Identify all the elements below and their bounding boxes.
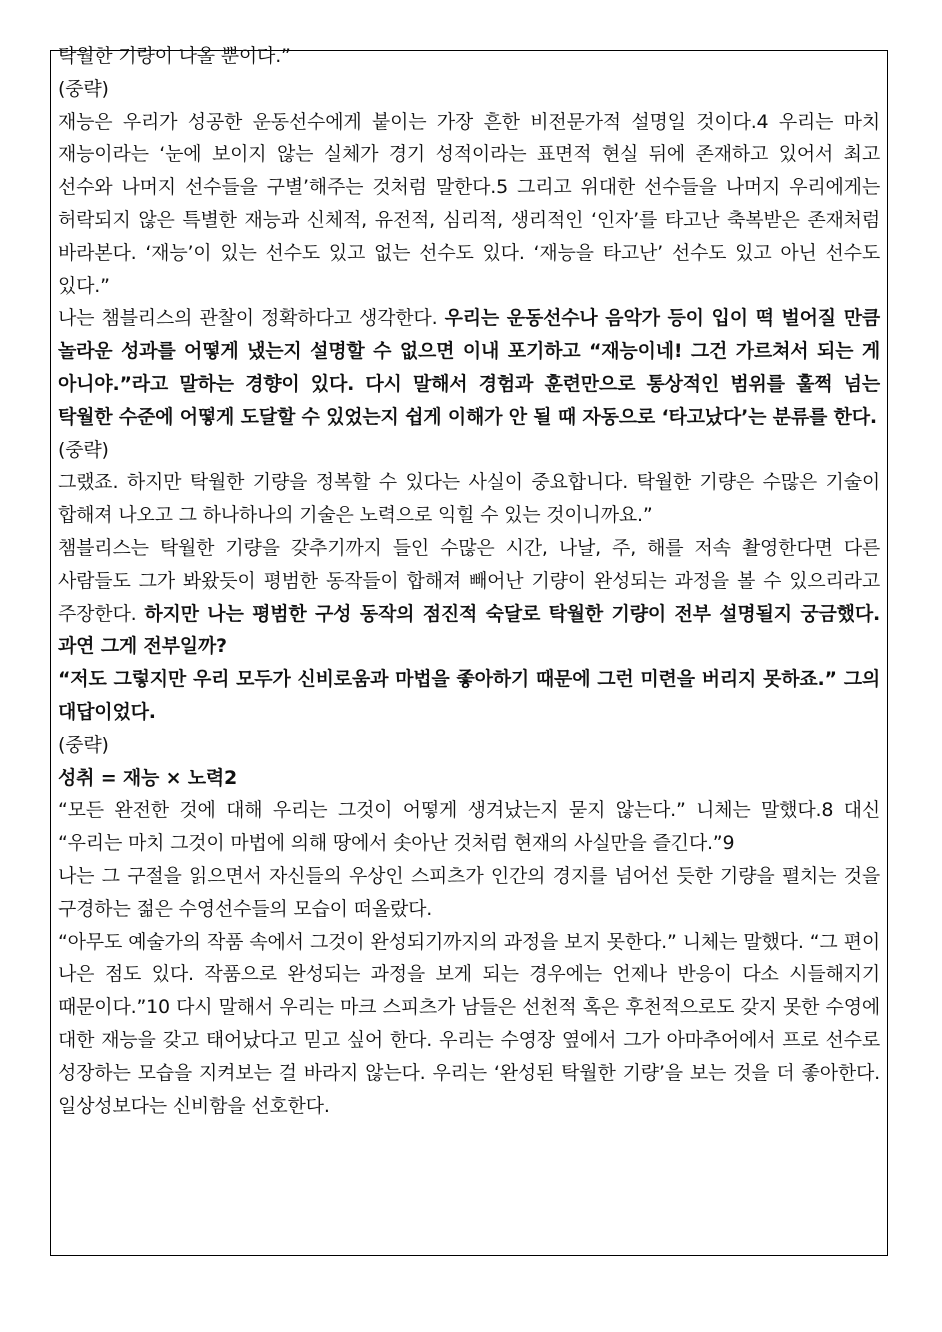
text: 나는 그 구절을 읽으면서 자신들의 우상인 스피츠가 인간의 경지를 넘어선 듯한 기량을 펼치는 것을 구경하는 젊은 수영선수들의 모습이 떠올랐다. bbox=[58, 864, 880, 920]
paragraph bbox=[58, 794, 880, 860]
text: 나는 챔블리스의 관찰이 정확하다고 생각한다. bbox=[58, 307, 445, 330]
paragraph bbox=[58, 729, 880, 762]
text: “아무도 예술가의 작품 속에서 그것이 완성되기까지의 과정을 보지 못한다.” 니체는 말했다. “그 편이 나은 점도 있다. 작품으로 완성되는 과정을 보게 되는 경우에는 언제나 반응이 다소 시들해지기 때문이다.”10 다시 말해서 우리는 마크 스피츠가 남들은 선천적 혹은 후천적으로도 갖지 못한 수영에 대한 재능을 갖고 태어났다고 믿고 싶어 한다. 우리는 수영장 옆에서 그가 아마추어에서 프로 선수로 성장하는 모습을 지켜보는 걸 바라지 않는다. 우리는 ‘완성된 탁월한 기량’을 보는 것을 더 좋아한다. 일상성보다는 신비함을 선호한다. bbox=[58, 930, 880, 1117]
paragraph bbox=[58, 926, 880, 1123]
bold-text: “저도 그렇지만 우리 모두가 신비로움과 마법을 좋아하기 때문에 그런 미련을 버리지 못하죠.” 그의 대답이었다. bbox=[58, 668, 880, 723]
paragraph bbox=[58, 663, 880, 729]
paragraph bbox=[58, 73, 880, 106]
text: 재능은 우리가 성공한 운동선수에게 붙이는 가장 흔한 비전문가적 설명일 것이다.4 우리는 마치 재능이라는 ‘눈에 보이지 않는 실체가 경기 성적이라는 표면적 현실 뒤에 존재하고 있어서 최고 선수와 나머지 선수들을 구별’해주는 것처럼 말한다.5 그리고 위대한 선수들을 나머지 우리에게는 허락되지 않은 특별한 재능과 신체적, 유전적, 심리적, 생리적인 ‘인자’를 타고난 축복받은 존재처럼 바라본다. ‘재능’이 있는 선수도 있고 없는 선수도 있다. ‘재능을 타고난’ 선수도 있고 아닌 선수도 있다.” bbox=[58, 110, 880, 297]
text: (중략) bbox=[58, 733, 109, 756]
paragraph bbox=[58, 302, 880, 433]
paragraph bbox=[58, 40, 880, 73]
bold-text: 하지만 나는 평범한 구성 동작의 점진적 숙달로 탁월한 기량이 전부 설명될지 궁금했다. 과연 그게 전부일까? bbox=[58, 602, 880, 658]
bold-text: 성취 = 재능 × 노력2 bbox=[58, 766, 238, 789]
text: (중략) bbox=[58, 438, 109, 461]
text: 그랬죠. 하지만 탁월한 기량을 정복할 수 있다는 사실이 중요합니다. 탁월한 기량은 수많은 기술이 합해져 나오고 그 하나하나의 기술은 노력으로 익힐 수 있는 것이니까요.” bbox=[58, 471, 880, 527]
text: 챔블리스는 탁월한 기량을 갖추기까지 들인 수많은 시간, 나날, 주, 해를 저속 촬영한다면 다른 사람들도 그가 봐왔듯이 평범한 동작들이 합해져 빼어난 기량이 완성되는 과정을 볼 수 있으리라고 주장한다. bbox=[58, 536, 880, 625]
paragraph bbox=[58, 532, 880, 663]
paragraph bbox=[58, 860, 880, 926]
text: (중략) bbox=[58, 77, 109, 100]
text: “모든 완전한 것에 대해 우리는 그것이 어떻게 생겨났는지 묻지 않는다.” 니체는 말했다.8 대신 “우리는 마치 그것이 마법에 의해 땅에서 솟아난 것처럼 현재의 사실만을 즐긴다.”9 bbox=[58, 799, 880, 855]
paragraph bbox=[58, 434, 880, 467]
bold-text: 우리는 운동선수나 음악가 등이 입이 떡 벌어질 만큼 놀라운 성과를 어떻게 냈는지 설명할 수 없으면 이내 포기하고 “재능이네! 그건 가르쳐서 되는 게 아니야.”라고 말하는 경향이 있다. 다시 말해서 경험과 훈련만으로 통상적인 범위를 훌쩍 넘는 탁월한 수준에 어떻게 도달할 수 있었는지 쉽게 이해가 안 될 때 자동으로 ‘타고났다’는 분류를 한다. bbox=[58, 307, 881, 428]
paragraph bbox=[58, 466, 880, 532]
document-body bbox=[58, 40, 880, 1122]
paragraph bbox=[58, 106, 880, 303]
paragraph bbox=[58, 762, 880, 795]
text: 탁월한 기량이 나올 뿐이다.” bbox=[58, 45, 291, 67]
